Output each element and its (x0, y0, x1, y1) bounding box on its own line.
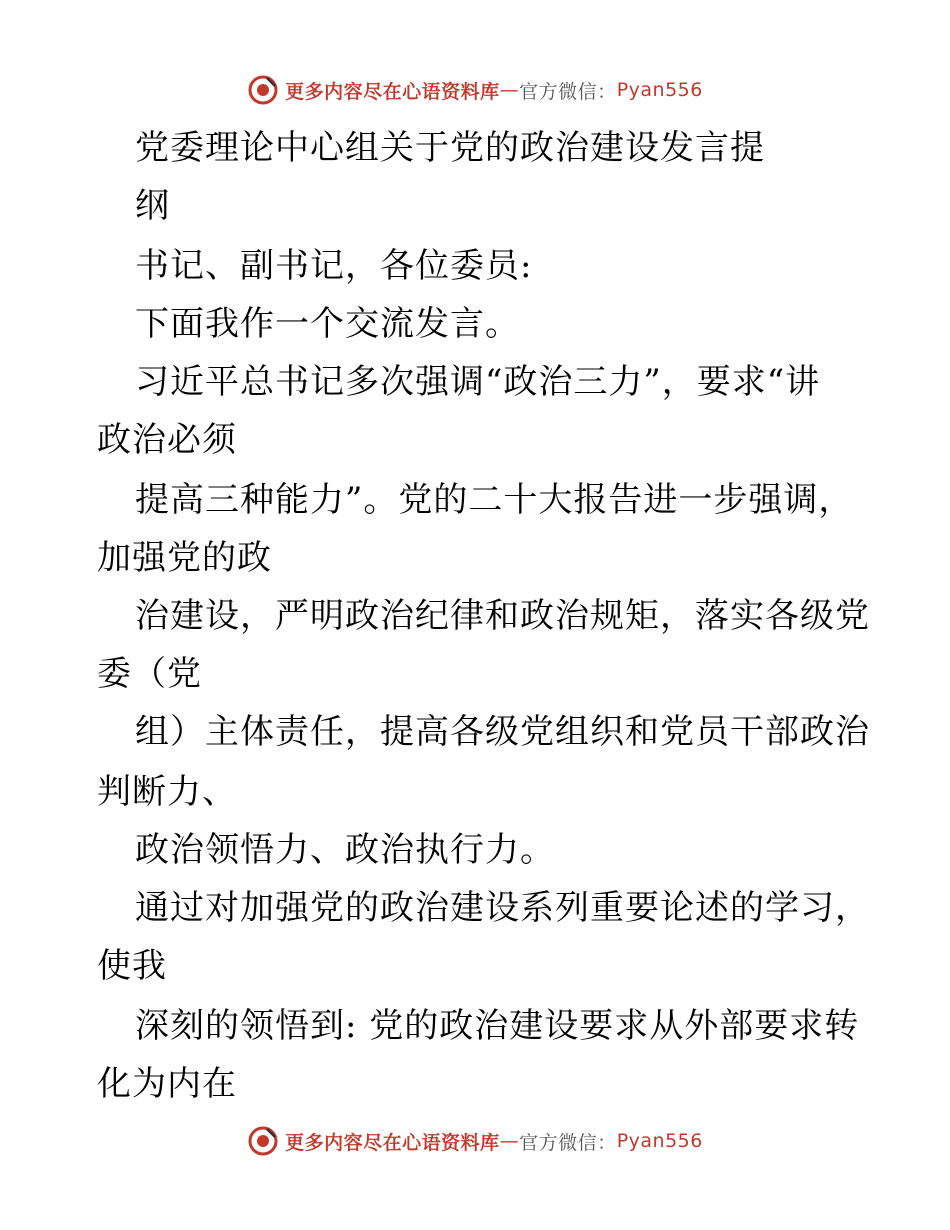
paragraph-line: 化为内在 (97, 1064, 237, 1104)
paragraph-line: 加强党的政 (97, 538, 272, 578)
paragraph-line: 深刻的领悟到: 党的政治建设要求从外部要求转 (135, 1006, 860, 1046)
paragraph-line: 使我 (97, 946, 167, 986)
banner-main-text: 更多内容尽在心语资料库 (285, 80, 500, 103)
header-watermark-banner (0, 70, 950, 110)
paragraph-line: 判断力、 (97, 772, 237, 812)
banner-official-label: 官方微信： (519, 80, 617, 103)
banner-dash: — (499, 1130, 520, 1152)
paragraph-line: 政治领悟力、政治执行力。 (135, 830, 555, 870)
salutation: 书记、副书记，各位委员: (135, 246, 533, 286)
paragraph-line: 通过对加强党的政治建设系列重要论述的学习， (135, 888, 870, 928)
doc-title-line-2: 纲 (135, 186, 170, 226)
paragraph-line: 组）主体责任，提高各级党组织和党员干部政治 (135, 712, 870, 752)
banner-dash: — (499, 79, 520, 101)
paragraph-line: 下面我作一个交流发言。 (135, 304, 520, 344)
banner-main-text: 更多内容尽在心语资料库 (285, 1131, 500, 1154)
paragraph-line: 政治必须 (97, 420, 237, 460)
doc-title-line-1: 党委理论中心组关于党的政治建设发言提 (135, 128, 765, 168)
paragraph-line: 委（党 (97, 654, 202, 694)
footer-watermark-banner (0, 1121, 950, 1161)
paragraph-line: 习近平总书记多次强调“政治三力”，要求“讲 (135, 362, 821, 402)
paragraph-line: 提高三种能力”。党的二十大报告进一步强调， (135, 480, 854, 520)
banner-wechat-id: Pyan556 (616, 79, 703, 101)
banner-wechat-id: Pyan556 (616, 1130, 703, 1152)
banner-official-label: 官方微信： (519, 1131, 617, 1154)
brand-logo-icon (247, 1125, 279, 1157)
brand-logo-icon (247, 74, 279, 106)
paragraph-line: 治建设，严明政治纪律和政治规矩，落实各级党 (135, 596, 870, 636)
